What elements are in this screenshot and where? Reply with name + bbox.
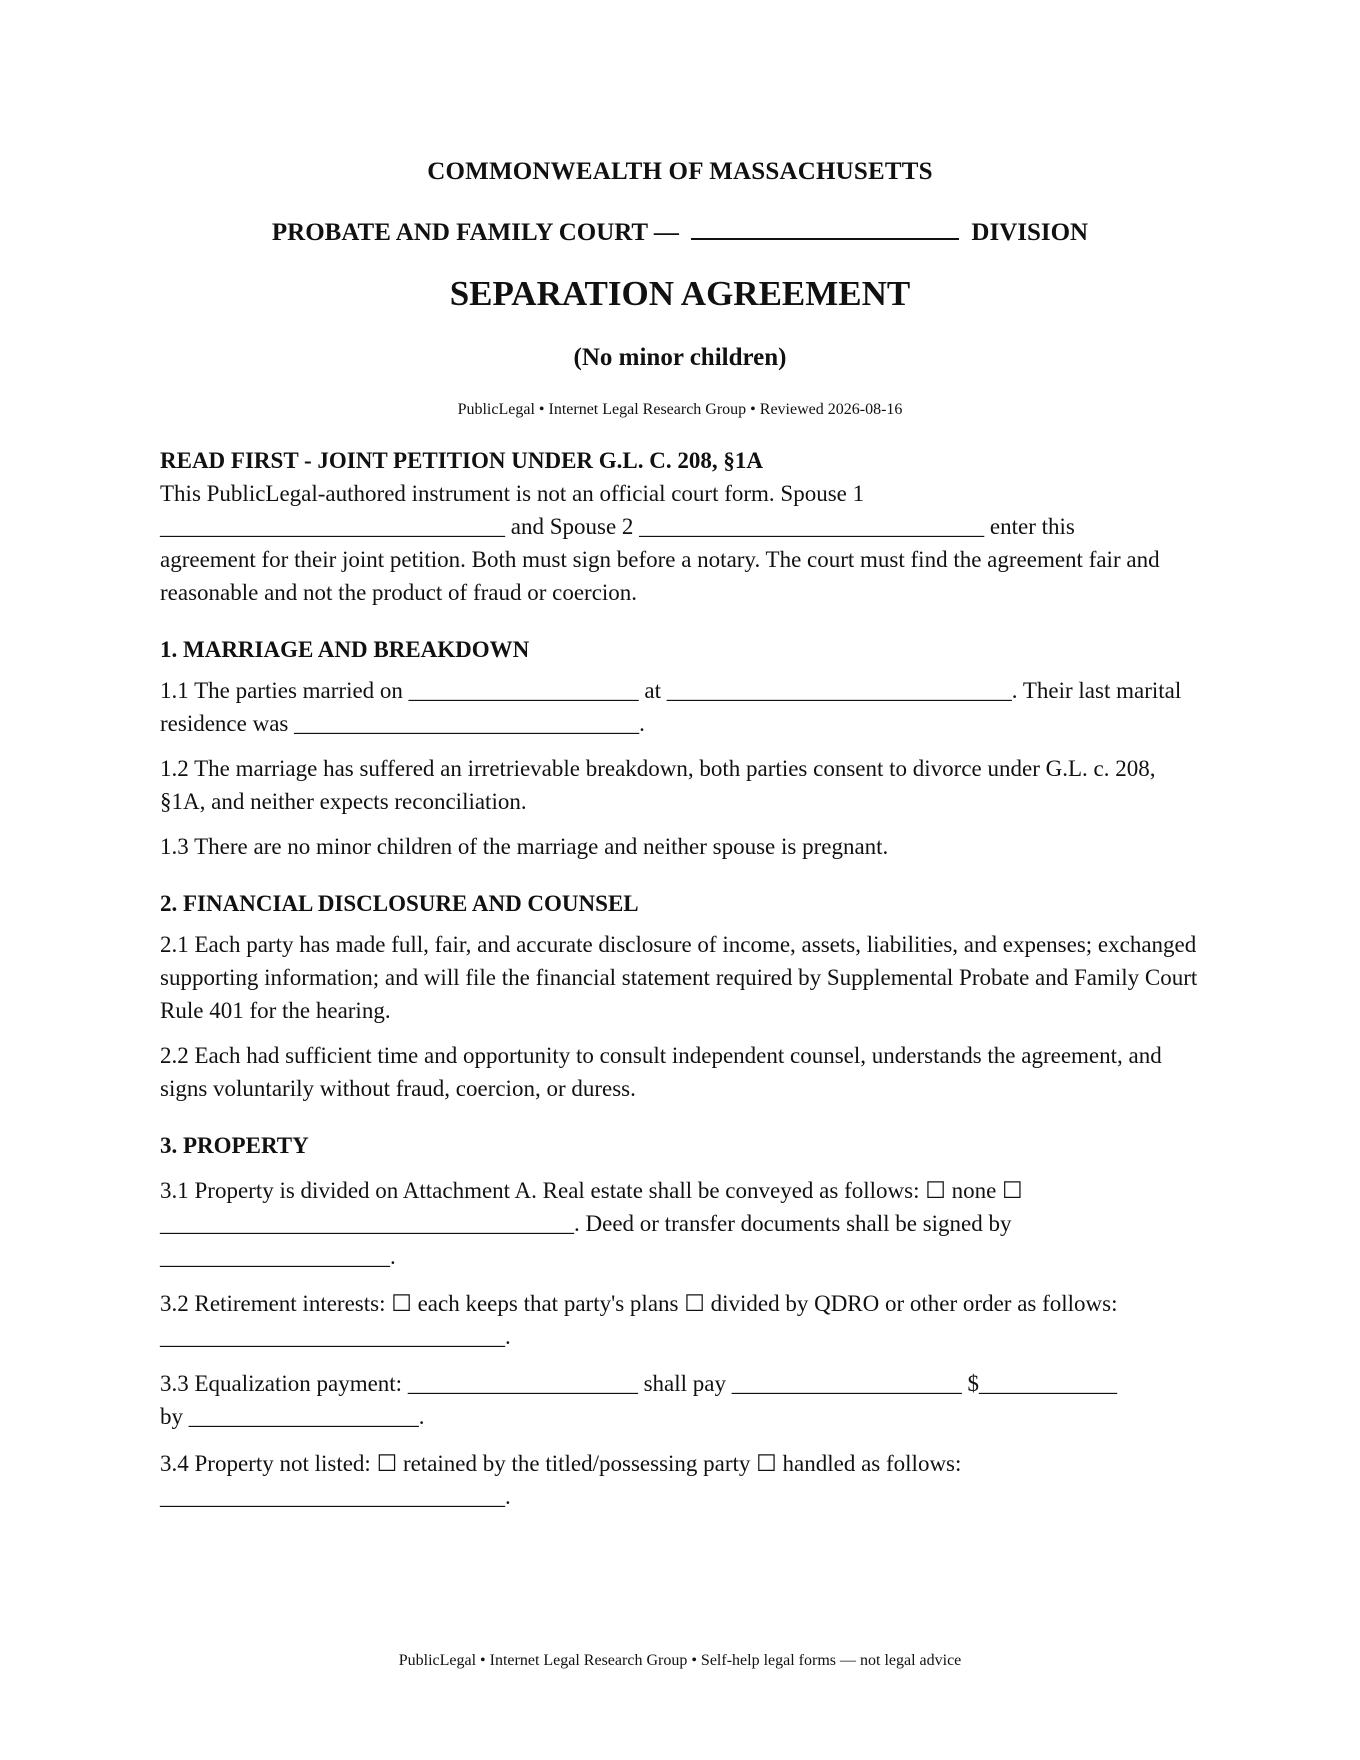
court-suffix: DIVISION — [971, 219, 1089, 246]
court-heading — [0, 216, 1360, 247]
section-1-heading: 1. MARRIAGE AND BREAKDOWN — [160, 637, 530, 662]
state-heading: COMMONWEALTH OF MASSACHUSETTS — [427, 158, 933, 185]
clause-1-1: 1.1 The parties married on ____________________ at ______________________________. Their last marital residence was ______________________________. — [160, 678, 1182, 736]
read-first-line-1: This PublicLegal-authored instrument is not an official court form. Spouse 1 — [160, 481, 865, 506]
section-3-heading: 3. PROPERTY — [160, 1133, 309, 1158]
page-footer: PublicLegal • Internet Legal Research Group • Self-help legal forms — not legal advice — [398, 1652, 962, 1669]
section-2-heading: 2. FINANCIAL DISCLOSURE AND COUNSEL — [160, 891, 639, 916]
clause-3-4 — [160, 1447, 1200, 1513]
document-meta: PublicLegal • Internet Legal Research Group • Reviewed 2026-08-16 — [457, 401, 903, 418]
clause-1-3: 1.3 There are no minor children of the marriage and neither spouse is pregnant. — [160, 834, 889, 859]
clause-2-1: 2.1 Each party has made full, fair, and accurate disclosure of income, assets, liabilities, and expenses; exchanged supporting information; and will file the financial statement required by Supplemental Probate and Family Court Rule 401 for the hearing. — [160, 932, 1198, 1023]
clause-3-2-line-2: ______________________________. — [160, 1324, 511, 1349]
clause-1-2: 1.2 The marriage has suffered an irretrievable breakdown, both parties consent to divorce under G.L. c. 208, §1A, and neither expects reconciliation. — [160, 756, 1156, 814]
document-subtitle: (No minor children) — [573, 344, 787, 371]
clause-2-2: 2.2 Each had sufficient time and opportunity to consult independent counsel, understands the agreement, and signs voluntarily without fraud, coercion, or duress. — [160, 1043, 1162, 1101]
read-first-heading: READ FIRST - JOINT PETITION UNDER G.L. C. 208, §1A — [160, 448, 763, 473]
read-first-line-2: ______________________________ and Spouse 2 ______________________________ enter this — [160, 514, 1075, 539]
clause-3-2 — [160, 1287, 1200, 1353]
clause-3-4-line-1: 3.4 Property not listed: ☐ retained by the titled/possessing party ☐ handled as follows: — [160, 1451, 962, 1476]
clause-3-1-line-2: ____________________________________. Deed or transfer documents shall be signed by — [160, 1211, 1012, 1236]
court-prefix: PROBATE AND FAMILY COURT — — [271, 219, 679, 246]
document-title: SEPARATION AGREEMENT — [449, 274, 911, 313]
read-first-text — [160, 477, 1200, 609]
clause-3-1-line-1: 3.1 Property is divided on Attachment A. Real estate shall be conveyed as follows: ☐ none ☐ — [160, 1178, 1023, 1203]
clause-3-3-line-2: by ____________________. — [160, 1404, 425, 1429]
read-first-rest: agreement for their joint petition. Both must sign before a notary. The court must find the agreement fair and reasonable and not the product of fraud or coercion. — [160, 547, 1160, 605]
clause-3-2-line-1: 3.2 Retirement interests: ☐ each keeps that party's plans ☐ divided by QDRO or other order as follows: — [160, 1291, 1118, 1316]
clause-3-4-line-2: ______________________________. — [160, 1484, 511, 1509]
clause-3-3 — [160, 1367, 1200, 1433]
clause-3-3-line-1: 3.3 Equalization payment: ____________________ shall pay ____________________ $____________ — [160, 1371, 1117, 1396]
clause-3-1 — [160, 1174, 1200, 1273]
division-blank[interactable] — [691, 216, 959, 240]
clause-3-1-line-3: ____________________. — [160, 1244, 396, 1269]
document-body — [160, 444, 1200, 1513]
